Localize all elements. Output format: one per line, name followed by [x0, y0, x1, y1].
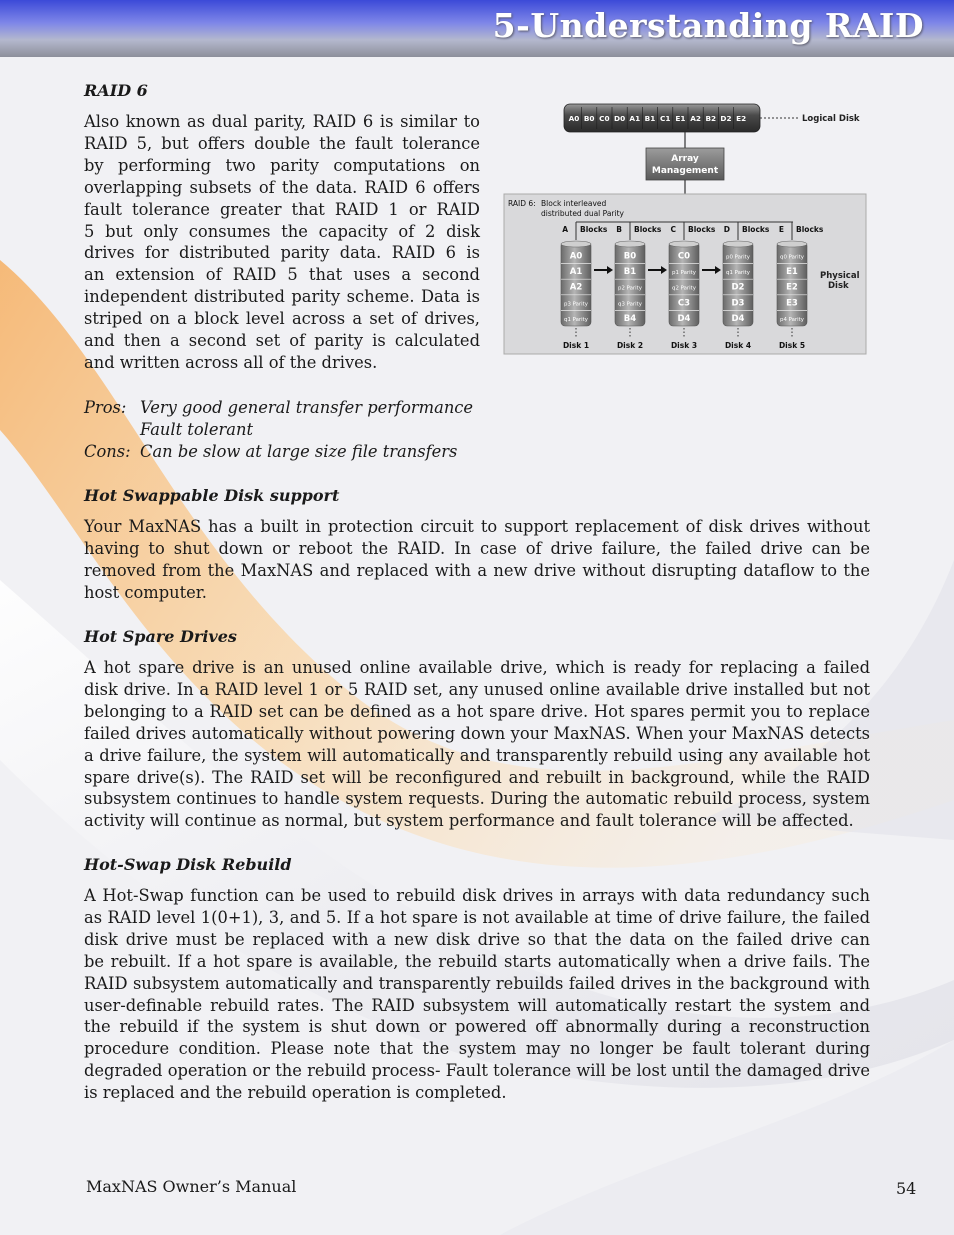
logical-block: B2	[705, 114, 717, 123]
logical-block: D0	[614, 114, 626, 123]
paragraph-line: RAID subsystem automatically and transparently rebuilds failed drives in the background with	[84, 973, 870, 993]
disk-cell: B0	[623, 251, 637, 262]
disk-cell: D4	[731, 313, 745, 324]
column-blocks-label: Blocks	[688, 225, 716, 234]
logical-block: A1	[629, 114, 641, 123]
column-blocks-label: Blocks	[796, 225, 824, 234]
disk-cell: q1 Parity	[564, 316, 588, 323]
pros-item: Very good general transfer performance	[140, 398, 474, 417]
physical-disk-label: Disk	[828, 281, 849, 291]
column-letter: C	[670, 225, 676, 234]
disk-cell: E1	[786, 267, 798, 278]
raid-label: RAID 6:	[508, 199, 536, 208]
column-letter: A	[562, 225, 568, 234]
disk-cell: D4	[677, 313, 691, 324]
paragraph-line: and written across all of the drives.	[84, 352, 378, 372]
paragraph-line: 5 but only consumes the capacity of 2 disk	[84, 221, 480, 241]
disk-cell: A0	[569, 251, 583, 262]
hotswap-paragraph	[84, 516, 870, 604]
disk-cell: q0 Parity	[780, 254, 804, 261]
logical-block: C0	[599, 114, 610, 123]
physical-disk-label: Physical	[820, 271, 860, 281]
paragraph-line: and then a second set of parity is calculated	[84, 331, 480, 351]
paragraph-line: disk drive. In a RAID level 1 or 5 RAID set, any unused online available drive installed but not	[84, 679, 870, 699]
pros-row	[84, 397, 473, 463]
hotswap-heading: Hot Swappable Disk support	[84, 486, 340, 505]
paragraph-line: user-definable rebuild rates. The RAID subsystem will automatically restart the system and	[84, 995, 870, 1015]
pros-label: Pros:	[84, 398, 127, 417]
page-title: 5-Understanding RAID	[492, 6, 924, 45]
paragraph-line: disk drive must be replaced with a new disk drive so that the data on the failed drive can	[84, 929, 870, 949]
paragraph-line: degraded operation or the rebuild process- Fault tolerance will be lost until the damaged drive	[84, 1061, 870, 1081]
disk-cell: B4	[623, 313, 637, 324]
logical-block: D2	[720, 114, 732, 123]
disk-cell: B1	[623, 267, 637, 278]
rebuild-heading: Hot-Swap Disk Rebuild	[84, 855, 292, 874]
logical-block: B0	[583, 114, 595, 123]
column-letter: B	[616, 225, 622, 234]
hotspare-paragraph	[84, 657, 870, 832]
disk-cell: p0 Parity	[726, 254, 750, 261]
paragraph-line: host computer.	[84, 582, 207, 602]
disk-cylinder-top	[561, 241, 591, 247]
logical-block: B1	[644, 114, 656, 123]
disk-cell: E2	[786, 282, 798, 293]
hotspare-heading: Hot Spare Drives	[84, 627, 237, 646]
disk-cylinder-top	[723, 241, 753, 247]
disk-cylinder-top	[615, 241, 645, 247]
disk-name: Disk 3	[670, 341, 698, 350]
paragraph-line: RAID 5, but offers double the fault tolerance	[84, 133, 480, 153]
paragraph-line: failed drives automatically without powering down your MaxNAS. When your MaxNAS detects	[84, 723, 870, 743]
paragraph-line: a drive failure, the system will automatically and transparently rebuild using any available hot	[84, 745, 870, 765]
paragraph-line: fault tolerance greater that RAID 1 or RAID	[84, 199, 480, 219]
footer-manual-name: MaxNAS Owner’s Manual	[86, 1177, 297, 1196]
disk-cell: C0	[677, 251, 691, 262]
disk-cell: p3 Parity	[564, 301, 588, 308]
paragraph-line: independent distributed parity scheme. Data is	[84, 287, 480, 307]
paragraph-line: belonging to a RAID set can be defined as a hot spare drive. Hot spares permit you to replace	[84, 701, 870, 721]
rebuild-paragraph	[84, 885, 870, 1104]
column-letter: D	[723, 225, 730, 234]
paragraph-line: is replaced and the rebuild operation is completed.	[84, 1083, 507, 1103]
disk-cell: A1	[569, 267, 583, 278]
paragraph-line: striped on a block level across a set of drives,	[84, 309, 480, 329]
disk-cell: p1 Parity	[672, 270, 696, 277]
logical-disk	[564, 104, 760, 132]
raid6-heading: RAID 6	[84, 81, 148, 100]
disk-cell: E3	[786, 298, 798, 309]
logical-block: E2	[736, 114, 747, 123]
paragraph-line: A Hot-Swap function can be used to rebuild disk drives in arrays with data redundancy such	[84, 886, 870, 905]
column-blocks-label: Blocks	[580, 225, 608, 234]
page-number: 54	[896, 1179, 917, 1198]
disk-name: Disk 2	[616, 341, 644, 350]
raid6-diagram	[502, 98, 868, 356]
logical-block: A2	[690, 114, 701, 123]
paragraph-line: Your MaxNAS has a built in protection circuit to support replacement of disk drives without	[84, 517, 870, 536]
logical-block: A0	[568, 114, 580, 123]
paragraph-line: A hot spare drive is an unused online available drive, which is ready for replacing a failed	[84, 658, 870, 677]
paragraph-line: be rebuilt. If a hot spare is available, the rebuild starts automatically when a drive fails. The	[84, 951, 870, 971]
array-management-label: Management	[651, 166, 719, 176]
disk-cell: q3 Parity	[618, 301, 642, 308]
paragraph-line: activity will continue as normal, but system performance and fault tolerance will be affected.	[84, 811, 854, 831]
disk-cell: D3	[731, 298, 745, 309]
paragraph-line: as RAID level 1(0+1), 3, and 5. If a hot spare is not available at time of drive failure, the failed	[84, 907, 870, 927]
logical-block: E1	[675, 114, 686, 123]
array-management-label: Array	[671, 154, 699, 164]
raid-desc: distributed dual Parity	[541, 209, 624, 218]
raid-desc: Block interleaved	[541, 199, 607, 208]
disk-name: Disk 5	[778, 341, 806, 350]
column-blocks-label: Blocks	[634, 225, 662, 234]
paragraph-line: drives for distributed parity data. RAID 6 is	[84, 243, 480, 263]
paragraph-line: subsystem continues to handle system requests. During the automatic rebuild process, system	[84, 789, 870, 809]
pros-item: Fault tolerant	[140, 420, 254, 439]
disk-cell: p2 Parity	[618, 285, 642, 292]
cons-item: Can be slow at large size file transfers	[140, 442, 458, 461]
disk-name: Disk 4	[724, 341, 752, 350]
paragraph-line: Also known as dual parity, RAID 6 is similar to	[84, 112, 480, 131]
disk-cell: q2 Parity	[672, 285, 696, 292]
logical-block: C1	[659, 114, 671, 123]
paragraph-line: by performing two parity computations on	[84, 155, 480, 175]
column-blocks-label: Blocks	[742, 225, 770, 234]
disk-cylinder-top	[669, 241, 699, 247]
paragraph-line: procedure condition. Please note that the system may no longer be fault tolerant during	[84, 1039, 870, 1059]
disk-cylinder-top	[777, 241, 807, 247]
paragraph-line: the rebuild if the system is shut down or powered off abnormally during a reconstruction	[84, 1017, 870, 1037]
paragraph-line: overlapping subsets of the data. RAID 6 offers	[84, 177, 480, 197]
disk-cell: q1 Parity	[726, 270, 750, 277]
paragraph-line: removed from the MaxNAS and replaced with a new drive without disrupting dataflow to the	[84, 560, 870, 580]
paragraph-line: an extension of RAID 5 that uses a second	[84, 265, 480, 285]
paragraph-line: having to shut down or reboot the RAID. In case of drive failure, the failed drive can be	[84, 538, 870, 558]
logical-disk-label: Logical Disk	[802, 114, 860, 124]
disk-cell: C3	[677, 298, 691, 309]
disk-cell: A2	[569, 282, 583, 293]
cons-label: Cons:	[84, 442, 131, 461]
disk-cell: D2	[731, 282, 745, 293]
column-letter: E	[778, 225, 784, 234]
paragraph-line: spare drive(s). The RAID set will be reconfigured and rebuilt in background, while the RAID	[84, 767, 870, 787]
raid6-paragraph	[84, 111, 480, 374]
disk-name: Disk 1	[562, 341, 590, 350]
disk-cell: p4 Parity	[780, 316, 804, 323]
